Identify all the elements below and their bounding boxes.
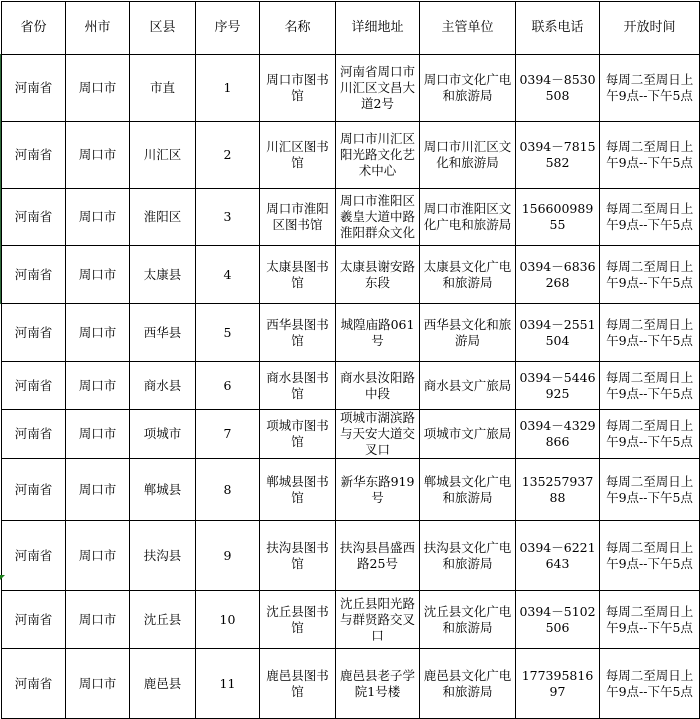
- cell-authority: 沈丘县文化广电和旅游局: [420, 591, 516, 649]
- cell-authority: 扶沟县文化广电和旅游局: [420, 521, 516, 591]
- cell-authority: 鹿邑县文化广电和旅游局: [420, 649, 516, 719]
- cell-no: 1: [196, 55, 260, 122]
- table-row: [2, 189, 700, 246]
- cell-phone: 0394－2551504: [516, 304, 600, 362]
- address-text: 周口市淮阳区羲皇大道中路淮阳群众文化: [339, 193, 415, 240]
- cell-no: 3: [196, 189, 260, 246]
- cell-province: 河南省: [2, 591, 66, 649]
- table-row: [2, 362, 700, 410]
- cell-hours: 每周二至周日上午9点--下午5点: [600, 304, 700, 362]
- cell-name: 周口市图书馆: [260, 55, 336, 122]
- cell-city: 周口市: [66, 649, 130, 719]
- header-city: 州市: [66, 2, 130, 55]
- cell-address: 商水县汝阳路中段: [336, 362, 420, 410]
- table-row: [2, 649, 700, 719]
- cell-authority: 周口市川汇区文化和旅游局: [420, 122, 516, 189]
- cell-name: 商水县图书馆: [260, 362, 336, 410]
- cell-no: 4: [196, 246, 260, 304]
- cell-phone: 0394－5446925: [516, 362, 600, 410]
- cell-hours: 每周二至周日上午9点--下午5点: [600, 459, 700, 521]
- cell-address: 太康县谢安路东段: [336, 246, 420, 304]
- cell-phone: 0394－6221643: [516, 521, 600, 591]
- cell-city: 周口市: [66, 410, 130, 459]
- cell-authority: 商水县文广旅局: [420, 362, 516, 410]
- cell-province: 河南省: [2, 521, 66, 591]
- cell-city: 周口市: [66, 55, 130, 122]
- header-province: 省份: [2, 2, 66, 55]
- table-row: [2, 459, 700, 521]
- cell-province: 河南省: [2, 362, 66, 410]
- cell-no: 6: [196, 362, 260, 410]
- header-hours: 开放时间: [600, 2, 700, 55]
- cell-authority: 周口市淮阳区文化广电和旅游局: [420, 189, 516, 246]
- cell-authority: 周口市文化广电和旅游局: [420, 55, 516, 122]
- cell-address: 周口市川汇区阳光路文化艺术中心: [336, 122, 420, 189]
- cell-province: 河南省: [2, 55, 66, 122]
- cell-name: 太康县图书馆: [260, 246, 336, 304]
- cell-county: 郸城县: [130, 459, 196, 521]
- header-row: [2, 2, 700, 55]
- cell-address: 鹿邑县老子学院1号楼: [336, 649, 420, 719]
- cell-city: 周口市: [66, 246, 130, 304]
- cell-province: 河南省: [2, 649, 66, 719]
- cell-province: 河南省: [2, 410, 66, 459]
- header-no: 序号: [196, 2, 260, 55]
- cell-city: 周口市: [66, 362, 130, 410]
- cell-hours: 每周二至周日上午9点--下午5点: [600, 649, 700, 719]
- header-phone: 联系电话: [516, 2, 600, 55]
- cell-city: 周口市: [66, 459, 130, 521]
- cell-authority: 西华县文化和旅游局: [420, 304, 516, 362]
- cell-county: 商水县: [130, 362, 196, 410]
- cell-county: 西华县: [130, 304, 196, 362]
- cell-authority: 郸城县文化广电和旅游局: [420, 459, 516, 521]
- cell-city: 周口市: [66, 304, 130, 362]
- cell-county: 川汇区: [130, 122, 196, 189]
- table-row: [2, 246, 700, 304]
- cell-county: 项城市: [130, 410, 196, 459]
- cell-no: 10: [196, 591, 260, 649]
- cell-name: 西华县图书馆: [260, 304, 336, 362]
- cell-county: 市直: [130, 55, 196, 122]
- cell-city: 周口市: [66, 122, 130, 189]
- cell-address: [336, 189, 420, 246]
- cell-city: 周口市: [66, 591, 130, 649]
- table-row: [2, 122, 700, 189]
- cell-phone: 15660098955: [516, 189, 600, 246]
- cell-hours: [600, 362, 700, 410]
- table-row: [2, 521, 700, 591]
- cell-no: 11: [196, 649, 260, 719]
- cell-hours: 每周二至周日上午9点--下午5点: [600, 246, 700, 304]
- cell-name: 郸城县图书馆: [260, 459, 336, 521]
- cell-name: 鹿邑县图书馆: [260, 649, 336, 719]
- cell-city: 周口市: [66, 189, 130, 246]
- cell-province: 河南省: [2, 246, 66, 304]
- cell-city: 周口市: [66, 521, 130, 591]
- cell-county: 淮阳区: [130, 189, 196, 246]
- header-authority: 主管单位: [420, 2, 516, 55]
- cell-phone: 0394－8530508: [516, 55, 600, 122]
- hours-text: 每周二至周日上午9点--下午5点: [605, 369, 694, 401]
- cell-address: 项城市湖滨路与天安大道交叉口: [336, 410, 420, 459]
- table-row: [2, 55, 700, 122]
- cell-address: 扶沟县昌盛西路25号: [336, 521, 420, 591]
- library-table: [1, 1, 700, 719]
- cell-county: 沈丘县: [130, 591, 196, 649]
- cell-address: 新华东路919号: [336, 459, 420, 521]
- cell-hours: 每周二至周日上午9点--下午5点: [600, 55, 700, 122]
- cell-address: 城隍庙路061号: [336, 304, 420, 362]
- cell-no: 2: [196, 122, 260, 189]
- header-address: 详细地址: [336, 2, 420, 55]
- cell-name: 项城市图书馆: [260, 410, 336, 459]
- table-row: [2, 591, 700, 649]
- cell-county: 鹿邑县: [130, 649, 196, 719]
- cell-phone: 17739581697: [516, 649, 600, 719]
- header-county: 区县: [130, 2, 196, 55]
- cell-phone: 13525793788: [516, 459, 600, 521]
- cell-hours: 每周二至周日上午9点--下午5点: [600, 189, 700, 246]
- cell-phone: 0394－6836268: [516, 246, 600, 304]
- cell-name: 川汇区图书馆: [260, 122, 336, 189]
- cell-no: 5: [196, 304, 260, 362]
- cell-phone: 0394－5102506: [516, 591, 600, 649]
- cell-no: 8: [196, 459, 260, 521]
- cell-name: 周口市淮阳区图书馆: [260, 189, 336, 246]
- cell-name: 扶沟县图书馆: [260, 521, 336, 591]
- cell-hours: 每周二至周日上午9点--下午5点: [600, 591, 700, 649]
- cell-province: 河南省: [2, 122, 66, 189]
- cell-authority: 太康县文化广电和旅游局: [420, 246, 516, 304]
- cell-hours: 每周二至周日上午9点--下午5点: [600, 521, 700, 591]
- cell-address: 沈丘县阳光路与群贤路交叉口: [336, 591, 420, 649]
- cell-province: 河南省: [2, 189, 66, 246]
- cell-name: 沈丘县图书馆: [260, 591, 336, 649]
- cell-no: 9: [196, 521, 260, 591]
- cell-phone: 0394－7815582: [516, 122, 600, 189]
- cell-address: 河南省周口市川汇区文昌大道2号: [336, 55, 420, 122]
- cell-county: 太康县: [130, 246, 196, 304]
- cell-authority: 项城市文广旅局: [420, 410, 516, 459]
- cell-no: 7: [196, 410, 260, 459]
- cell-province: 河南省: [2, 459, 66, 521]
- cell-phone: 0394－4329866: [516, 410, 600, 459]
- header-name: 名称: [260, 2, 336, 55]
- cell-corner-marker: [0, 575, 5, 580]
- cell-province: 河南省: [2, 304, 66, 362]
- cell-hours: 每周二至周日上午9点--下午5点: [600, 410, 700, 459]
- cell-county: 扶沟县: [130, 521, 196, 591]
- table-row: [2, 304, 700, 362]
- cell-hours: 每周二至周日上午9点--下午5点: [600, 122, 700, 189]
- table-row: [2, 410, 700, 459]
